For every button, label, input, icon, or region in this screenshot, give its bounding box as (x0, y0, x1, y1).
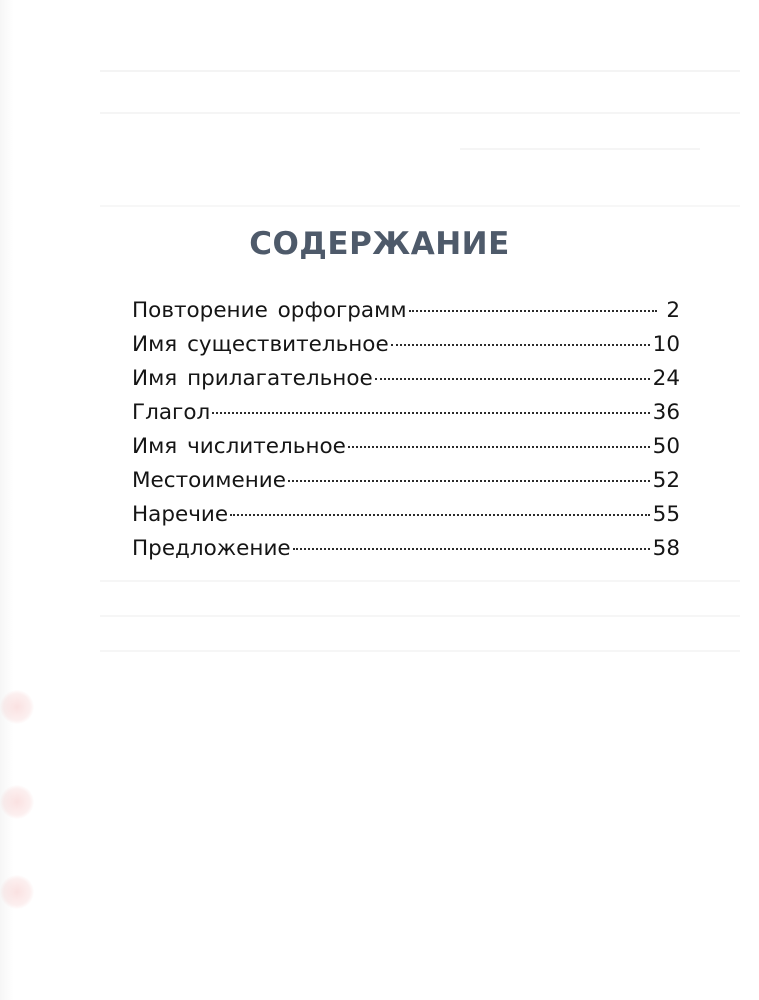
toc-leader-dots (375, 378, 650, 380)
decorative-flower-icon (0, 875, 34, 909)
bleed-through-line (460, 148, 700, 150)
bleed-through-line (100, 205, 740, 207)
toc-leader-dots (212, 412, 649, 414)
toc-entry-page: 58 (652, 536, 680, 561)
bleed-through-line (100, 615, 740, 617)
toc-entry-label: Глагол (132, 400, 211, 425)
toc-leader-dots (288, 480, 650, 482)
decorative-flower-icon (0, 785, 34, 819)
decorative-flower-icon (0, 690, 34, 724)
toc-entry-label: Имя существительное (132, 332, 389, 357)
left-page-strip (0, 0, 14, 1000)
toc-leader-dots (293, 548, 650, 550)
table-of-contents (132, 298, 680, 570)
toc-entry (132, 502, 680, 536)
bleed-through-line (100, 580, 740, 582)
toc-entry-page: 50 (652, 434, 680, 459)
toc-entry-page: 36 (652, 400, 680, 425)
toc-entry-label: Местоимение (132, 468, 286, 493)
toc-leader-dots (391, 344, 650, 346)
bleed-through-line (100, 650, 740, 652)
toc-entry-page: 24 (652, 366, 680, 391)
toc-entry-label: Имя числительное (132, 434, 346, 459)
toc-leader-dots (348, 446, 650, 448)
page-title: СОДЕРЖАНИЕ (249, 226, 510, 262)
toc-entry (132, 366, 680, 400)
toc-entry (132, 468, 680, 502)
toc-entry-label: Наречие (132, 502, 229, 527)
bleed-through-line (100, 112, 740, 114)
toc-entry-page: 52 (652, 468, 680, 493)
toc-entry-label: Повторение орфограмм (132, 298, 407, 323)
toc-entry (132, 434, 680, 468)
toc-entry (132, 536, 680, 570)
toc-entry (132, 298, 680, 332)
toc-leader-dots (409, 310, 657, 312)
toc-entry-page: 10 (652, 332, 680, 357)
toc-leader-dots (230, 514, 650, 516)
toc-entry-page: 2 (666, 298, 680, 323)
toc-entry (132, 332, 680, 366)
bleed-through-header (100, 40, 740, 72)
toc-entry-label: Предложение (132, 536, 291, 561)
toc-entry (132, 400, 680, 434)
toc-entry-page: 55 (652, 502, 680, 527)
toc-entry-label: Имя прилагательное (132, 366, 373, 391)
